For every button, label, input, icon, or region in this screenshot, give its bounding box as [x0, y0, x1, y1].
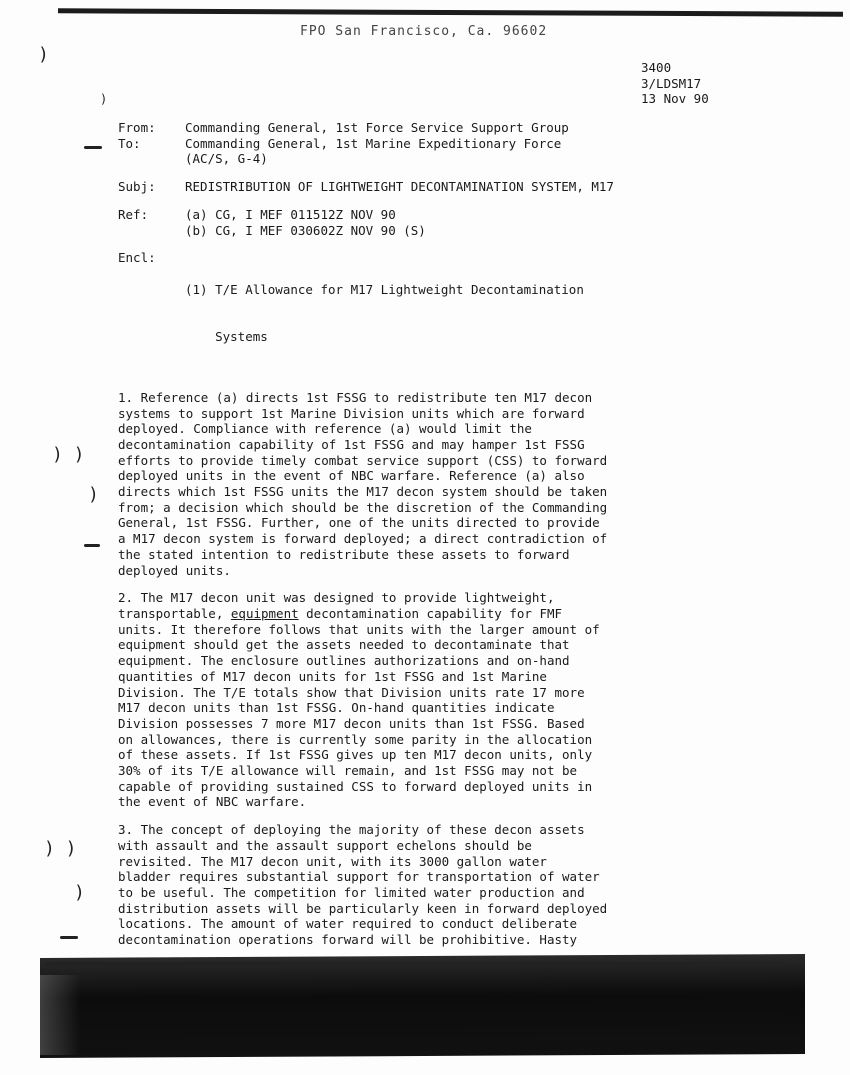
binder-mark-icon: ) ) — [52, 444, 85, 465]
references — [118, 207, 758, 238]
from-value: Commanding General, 1st Force Service Support Group — [185, 120, 569, 135]
encl-label: Encl: — [118, 250, 156, 266]
reference-a: (a) CG, I MEF 011512Z NOV 90 — [185, 206, 396, 222]
subject-label: Subj: — [118, 179, 156, 195]
ref-label: Ref: — [118, 206, 149, 222]
binder-mark-icon: ) — [100, 92, 108, 106]
binder-mark-icon: ) — [74, 882, 85, 903]
scan-rule — [45, 962, 785, 966]
binder-mark-icon: ) — [88, 484, 99, 505]
header-address: FPO San Francisco, Ca. 96602 — [300, 24, 548, 39]
scan-noise — [40, 975, 80, 1055]
memo-date: 13 Nov 90 — [641, 91, 709, 106]
from-label: From: — [118, 120, 156, 135]
paragraph-2 — [118, 590, 758, 810]
to-label: To: — [118, 135, 141, 151]
paragraph-3: 3. The concept of deploying the majority of these decon assets with assault and the assault support echelons should be revisited. The M17 decon unit, with its 3000 gallon water bladder requires substantial support for transportation of water to be useful. The competition for limited water production and distribution assets will be particularly keen in forward deployed locations. The amount of water required to conduct deliberate decontamination operations forward will be prohibitive. Hasty — [118, 822, 608, 948]
paragraph-1: 1. Reference (a) directs 1st FSSG to redistribute ten M17 decon systems to support 1st Marine Division units which are forward deployed. Compliance with reference (a) would limit the decontamination capability of 1st FSSG and may hamper 1st FSSG efforts to provide timely combat service support (CSS) to forward deployed units in the event of NBC warfare. Reference (a) also directs which 1st FSSG units the M17 decon system should be taken from; a decision which should be the discretion of the Commanding General, 1st FSSG. Further, one of the units directed to provide a M17 decon system is forward deployed; a direct contradiction of the stated intention to redistribute these assets to forward deployed units. — [118, 389, 608, 578]
to-value-office: (AC/S, G-4) — [185, 151, 268, 167]
paragraph-2-start: 2. The M17 decon unit was designed to provide lightweight, transportable, — [118, 590, 555, 621]
from-to-block — [118, 120, 758, 167]
binder-dash-icon — [60, 936, 78, 939]
enclosure-1-cont: Systems — [185, 328, 268, 344]
binder-dash-icon — [84, 146, 102, 149]
scan-dark-band — [40, 954, 805, 1058]
reference-b: (b) CG, I MEF 030602Z NOV 90 (S) — [185, 222, 426, 238]
paragraph-2-rest: decontamination capability for FMF units. It therefore follows that units with the larger amount of equipment should get the assets needed to decontaminate that equipment. The enclosure outlines authorizations and on-hand quantities of M17 decon units for 1st FSSG and 1st Marine Division. The T/E totals show that Division units rate 17 more M17 decon units than 1st FSSG. On-hand quantities indicate Division possesses 7 more M17 decon units than 1st FSSG. Based on allowances, there is currently some parity in the allocation of these assets. If 1st FSSG gives up ten M17 decon units, only 30% of its T/E allowance will remain, and 1st FSSG may not be capable of providing sustained CSS to forward deployed units in the event of NBC warfare. — [118, 605, 600, 810]
memo-body — [118, 120, 758, 960]
subject-value: REDISTRIBUTION OF LIGHTWEIGHT DECONTAMINATION SYSTEM, M17 — [185, 179, 614, 195]
binder-mark-icon: ) — [38, 44, 49, 65]
binder-mark-icon: ) ) — [44, 838, 77, 859]
underlined-word: equipment — [230, 605, 299, 621]
reference-block — [641, 60, 709, 107]
ssic: 3400 — [641, 60, 672, 75]
top-rule — [58, 8, 843, 16]
enclosure-1: (1) T/E Allowance for M17 Lightweight Decontamination — [185, 281, 584, 297]
serial-number: 3/LDSM17 — [641, 75, 702, 91]
subject-line — [118, 179, 758, 195]
to-value: Commanding General, 1st Marine Expeditionary Force — [185, 135, 562, 151]
enclosures — [118, 250, 758, 376]
binder-dash-icon — [84, 544, 100, 547]
